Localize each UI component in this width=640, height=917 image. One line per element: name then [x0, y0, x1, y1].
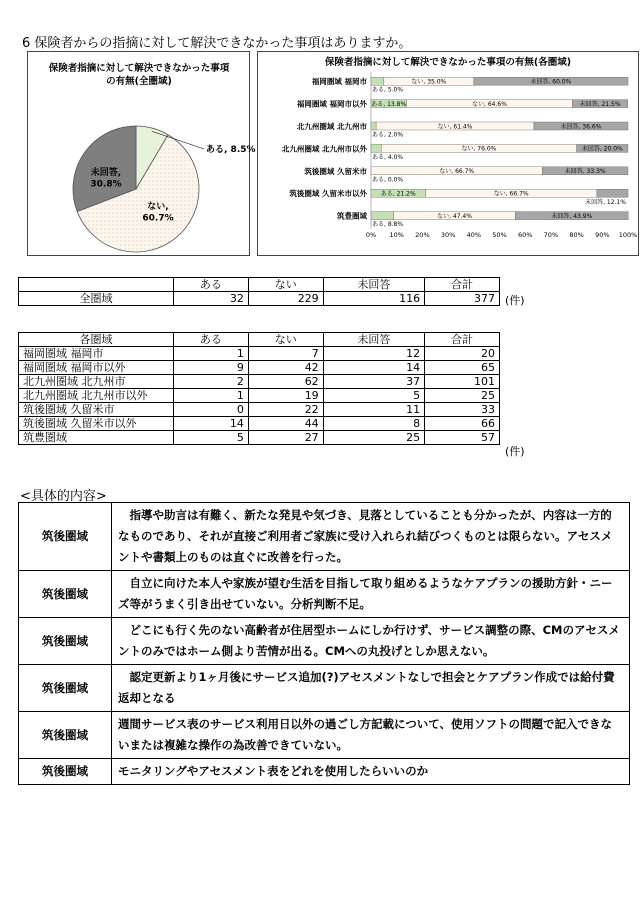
summary-value-cell: 116 — [323, 292, 424, 306]
summary-header-row — [19, 278, 500, 292]
bar-segment — [371, 212, 394, 220]
area-value-cell: 12 — [323, 347, 424, 361]
area-value-cell: 25 — [425, 389, 500, 403]
area-value-cell: 11 — [323, 403, 424, 417]
bar-data-label: ある, 8.8% — [372, 221, 404, 229]
summary-value-cell: 377 — [425, 292, 500, 306]
details-table — [18, 502, 630, 785]
detail-area-cell: 筑後圏域 — [19, 665, 112, 712]
bar-chart-panel — [257, 51, 639, 256]
bar-data-label: 未回答, 33.3% — [564, 168, 606, 176]
area-header-cell: 各圏域 — [19, 333, 174, 347]
detail-text-cell: 指導や助言は有難く、新たな発見や気づき、見落としていることも分かったが、内容は一方的なものであり、それが直接ご利用者ご家族に受け入れられ結びつくものとは限らない。アセスメントや書類上のものは直ぐに改善を行った。 — [112, 503, 630, 571]
area-value-cell: 65 — [425, 361, 500, 375]
area-name-cell: 北九州圏域 北九州市 — [19, 375, 174, 389]
detail-text-cell: どこにも行く先のない高齢者が住居型ホームにしか行けず、サービス調整の際、CMのアセスメントのみではホーム側より苦情が出る。CMへの丸投げとしか思えない。 — [112, 618, 630, 665]
area-value-cell: 22 — [248, 403, 323, 417]
table-row — [19, 389, 500, 403]
area-name-cell: 福岡圏域 福岡市以外 — [19, 361, 174, 375]
bar-chart-title: 保険者指摘に対して解決できなかった事項の有無(各圏域) — [324, 57, 572, 68]
bar-segment — [371, 122, 376, 130]
bar-data-label: ない, 64.6% — [472, 100, 507, 108]
bar-data-label: ない, 61.4% — [437, 123, 473, 131]
area-header-cell: 未回答 — [323, 333, 424, 347]
area-value-cell: 20 — [425, 347, 500, 361]
pie-chart-panel — [27, 51, 256, 256]
area-value-cell: 14 — [174, 417, 249, 431]
bar-data-label: ある, 21.2% — [380, 190, 416, 198]
area-value-cell: 57 — [425, 431, 500, 445]
area-value-cell: 0 — [174, 403, 249, 417]
area-header-cell: ない — [248, 333, 323, 347]
area-name-cell: 筑後圏域 久留米市以外 — [19, 417, 174, 431]
summary-unit-label: (件) — [505, 294, 525, 307]
x-tick-label: 80% — [569, 230, 584, 239]
pie-slice-label: ある, 8.5% — [206, 145, 256, 155]
pie-chart — [28, 52, 256, 255]
category-label: 福岡圏域 福岡市以外 — [296, 99, 367, 109]
table-row — [19, 571, 630, 618]
summary-header-cell — [19, 278, 174, 292]
bar-segment — [371, 77, 384, 85]
table-row — [19, 431, 500, 445]
area-header-cell: ある — [174, 333, 249, 347]
area-value-cell: 2 — [174, 375, 249, 389]
x-tick-label: 0% — [365, 230, 377, 239]
table-row — [19, 712, 630, 759]
area-value-cell: 19 — [248, 389, 323, 403]
area-value-cell: 66 — [425, 417, 500, 431]
table-row — [19, 503, 630, 571]
category-label: 北九州圏域 北九州市 — [296, 122, 367, 131]
area-value-cell: 101 — [425, 375, 500, 389]
detail-text-cell: 認定更新より1ヶ月後にサービス追加(?)アセスメントなしで担会とケアプラン作成では給付費返却となる — [112, 665, 630, 712]
bar-data-label: ある, 5.0% — [372, 86, 404, 94]
summary-value-cell: 229 — [248, 292, 323, 306]
x-tick-label: 90% — [595, 230, 610, 239]
bar-data-label: ある, 13.8% — [371, 100, 407, 108]
area-value-cell: 5 — [174, 431, 249, 445]
bar-data-label: 未回答, 12.1% — [585, 199, 626, 207]
category-label: 筑豊圏域 — [337, 211, 367, 221]
bar-data-label: ない, 35.0% — [411, 78, 447, 86]
bar-data-label: 未回答, 60.0% — [530, 78, 572, 86]
bar-data-label: 未回答, 20.0% — [581, 145, 623, 153]
table-row — [19, 759, 630, 785]
bar-data-label: ない, 76.0% — [461, 145, 497, 153]
table-row — [19, 361, 500, 375]
area-table — [18, 332, 500, 445]
detail-area-cell: 筑後圏域 — [19, 571, 112, 618]
bar-data-label: 未回答, 43.9% — [551, 212, 593, 220]
area-header-row — [19, 333, 500, 347]
area-value-cell: 44 — [248, 417, 323, 431]
area-value-cell: 33 — [425, 403, 500, 417]
area-value-cell: 7 — [248, 347, 323, 361]
area-value-cell: 1 — [174, 389, 249, 403]
area-name-cell: 筑後圏域 久留米市 — [19, 403, 174, 417]
summary-area-cell: 全圏域 — [19, 292, 174, 306]
table-row — [19, 375, 500, 389]
area-name-cell: 北九州圏域 北九州市以外 — [19, 389, 174, 403]
x-tick-label: 40% — [466, 230, 482, 239]
summary-value-cell: 32 — [174, 292, 249, 306]
category-label: 福岡圏域 福岡市 — [311, 77, 367, 87]
x-tick-label: 50% — [492, 230, 507, 239]
area-value-cell: 8 — [323, 417, 424, 431]
x-tick-label: 10% — [389, 230, 404, 239]
bar-data-label: ない, 66.7% — [439, 168, 475, 176]
x-tick-label: 60% — [517, 230, 533, 239]
bar-chart — [258, 52, 638, 255]
area-value-cell: 27 — [248, 431, 323, 445]
detail-area-cell: 筑後圏域 — [19, 618, 112, 665]
table-row — [19, 403, 500, 417]
bar-segment — [597, 189, 628, 197]
detail-text-cell: 週間サービス表のサービス利用日以外の過ごし方記載について、使用ソフトの問題で記入できないまたは複雑な操作の為改善できていない。 — [112, 712, 630, 759]
summary-header-cell: ない — [248, 278, 323, 292]
area-name-cell: 筑豊圏域 — [19, 431, 174, 445]
bar-data-label: ある, 2.0% — [372, 131, 404, 139]
bar-data-label: 未回答, 21.5% — [579, 100, 621, 108]
summary-header-cell: ある — [174, 278, 249, 292]
area-value-cell: 1 — [174, 347, 249, 361]
area-value-cell: 42 — [248, 361, 323, 375]
details-section-label: <具体的内容> — [20, 489, 107, 504]
x-tick-label: 70% — [543, 230, 559, 239]
category-label: 筑後圏域 久留米市 — [304, 166, 367, 176]
summary-header-cell: 合計 — [425, 278, 500, 292]
area-header-cell: 合計 — [425, 333, 500, 347]
table-row — [19, 292, 500, 306]
detail-area-cell: 筑後圏域 — [19, 712, 112, 759]
area-name-cell: 福岡圏域 福岡市 — [19, 347, 174, 361]
table-row — [19, 618, 630, 665]
area-value-cell: 9 — [174, 361, 249, 375]
area-value-cell: 25 — [323, 431, 424, 445]
x-tick-label: 100% — [618, 230, 638, 239]
pie-chart-title: 保険者指摘に対して解決できなかった事項の有無(全圏域) — [48, 63, 230, 87]
category-label: 筑後圏域 久留米市以外 — [289, 189, 367, 199]
table-row — [19, 347, 500, 361]
area-value-cell: 14 — [323, 361, 424, 375]
summary-header-cell: 未回答 — [323, 278, 424, 292]
bar-data-label: ある, 4.0% — [372, 153, 404, 161]
detail-area-cell: 筑後圏域 — [19, 759, 112, 785]
bar-data-label: ない, 66.7% — [493, 190, 529, 198]
detail-text-cell: 自立に向けた本人や家族が望む生活を目指して取り組めるようなケアプランの援助方針・ニーズ等がうまく引き出せていない。分析判断不足。 — [112, 571, 630, 618]
detail-text-cell: モニタリングやアセスメント表をどれを使用したらいいのか — [112, 759, 630, 785]
detail-area-cell: 筑後圏域 — [19, 503, 112, 571]
area-value-cell: 5 — [323, 389, 424, 403]
bar-data-label: 未回答, 36.6% — [560, 123, 602, 131]
bar-segment — [371, 144, 381, 152]
summary-table — [18, 277, 500, 306]
x-tick-label: 30% — [440, 230, 456, 239]
bar-data-label: ある, 0.0% — [372, 176, 404, 184]
area-value-cell: 37 — [323, 375, 424, 389]
pie-slice-label: ない, 60.7% — [142, 202, 174, 224]
category-label: 北九州圏域 北九州市以外 — [281, 144, 367, 154]
bar-data-label: ない, 47.4% — [437, 212, 472, 220]
area-unit-label: (件) — [505, 445, 525, 458]
pie-slice-label: 未回答, 30.8% — [90, 168, 122, 190]
x-tick-label: 20% — [415, 230, 430, 239]
area-value-cell: 62 — [248, 375, 323, 389]
table-row — [19, 665, 630, 712]
table-row — [19, 417, 500, 431]
page-heading: 6 保険者からの指摘に対して解決できなかった事項はありますか。 — [22, 36, 412, 51]
